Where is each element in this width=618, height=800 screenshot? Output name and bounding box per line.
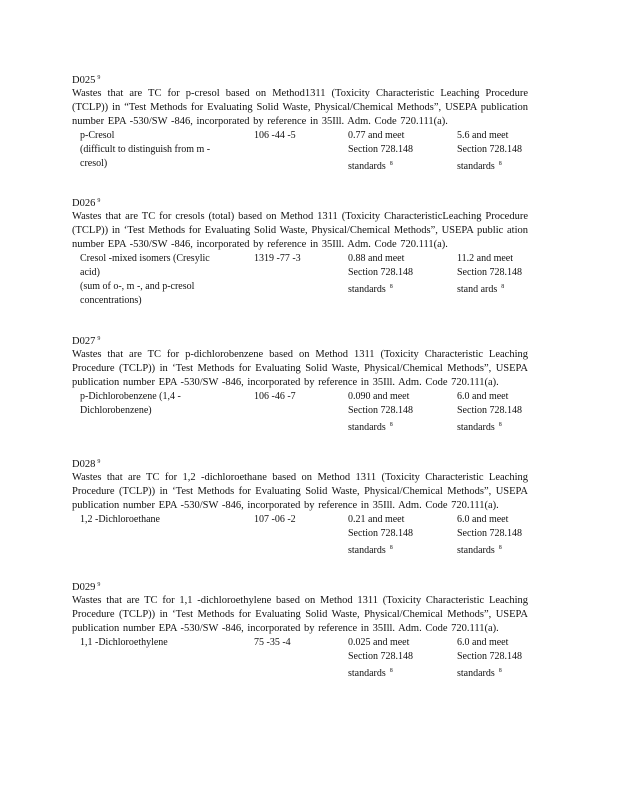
cas-number: 1319 -77 -3 xyxy=(254,253,301,264)
waste-entry-d025 xyxy=(72,72,528,171)
waste-code: D026 $^9$ xyxy=(72,198,101,209)
constituent-row xyxy=(72,129,528,171)
cas-number: 106 -44 -5 xyxy=(254,130,296,141)
waste-entry-d029 xyxy=(72,579,528,678)
constituent-name: 1,1 -Dichloroethylene xyxy=(80,637,168,648)
constituent-name: p-Cresol (difficult to distinguish from m - cresol) xyxy=(80,130,211,169)
constituent-row xyxy=(72,390,528,432)
waste-entry-d027 xyxy=(72,333,528,432)
regulatory-level: 0.77 and meet Section 728.148 standards $^8$ xyxy=(348,130,413,172)
waste-code: D028 $^9$ xyxy=(72,459,101,470)
regulatory-level: 0.090 and meet Section 728.148 standards $^8$ xyxy=(348,391,413,433)
waste-description: Wastes that are TC for p-cresol based on Method1311 (Toxicity Characteristic Leaching Procedure (TCLP)) in “Test Methods for Evaluating Solid Waste, Physical/Chemical Methods”, USEPA publication number EPA -530/SW -846, incorporated by reference in 35Ill. Adm. Code 720.111(a). xyxy=(72,88,528,127)
waste-code: D025 $^9$ xyxy=(72,75,101,86)
alternate-level: 6.0 and meet Section 728.148 standards $^8$ xyxy=(457,391,522,433)
constituent-name: 1,2 -Dichloroethane xyxy=(80,514,160,525)
waste-entry-d026 xyxy=(72,195,528,308)
constituent-row xyxy=(72,636,528,678)
alternate-level: 6.0 and meet Section 728.148 standards $^8$ xyxy=(457,637,522,679)
waste-description: Wastes that are TC for p-dichlorobenzene based on Method 1311 (Toxicity Characteristic Leaching Procedure (TCLP)) in ‘Test Methods for Evaluating Solid Waste, Physical/Chemical Methods”, USEPA publication number EPA -530/SW -846, incorporated by reference in 35Ill. Adm. Code 720.111(a). xyxy=(72,349,528,388)
regulatory-level: 0.025 and meet Section 728.148 standards $^8$ xyxy=(348,637,413,679)
waste-code: D027 $^9$ xyxy=(72,336,101,347)
alternate-level: 11.2 and meet Section 728.148 stand ards $^8$ xyxy=(457,253,522,295)
alternate-level: 6.0 and meet Section 728.148 standards $^8$ xyxy=(457,514,522,556)
waste-description: Wastes that are TC for 1,2 -dichloroethane based on Method 1311 (Toxicity Characteristic Leaching Procedure (TCLP)) in ‘Test Methods for Evaluating Solid Waste, Physical/Chemical Methods”, USEPA publication number EPA -530/SW -846, incorporated by reference in 35Ill. Adm. Code 720.111(a). xyxy=(72,472,528,511)
cas-number: 75 -35 -4 xyxy=(254,637,291,648)
waste-code: D029 $^9$ xyxy=(72,582,101,593)
regulatory-level: 0.21 and meet Section 728.148 standards $^8$ xyxy=(348,514,413,556)
constituent-row xyxy=(72,513,528,555)
constituent-row xyxy=(72,252,528,308)
cas-number: 106 -46 -7 xyxy=(254,391,296,402)
constituent-name: Cresol -mixed isomers (Cresylic acid) (sum of o-, m -, and p-cresol concentrations) xyxy=(80,253,210,306)
constituent-name: p-Dichlorobenzene (1,4 - Dichlorobenzene) xyxy=(80,391,181,416)
waste-entry-d028 xyxy=(72,456,528,555)
waste-description: Wastes that are TC for cresols (total) based on Method 1311 (Toxicity CharacteristicLeaching Procedure (TCLP)) in ‘Test Methods for Evaluating Solid Waste, Physical/Chemical Methods”, USEPA public ation number EPA -530/SW -846, incorporated by reference in 35Ill. Adm. Code 720.111(a). xyxy=(72,211,528,250)
cas-number: 107 -06 -2 xyxy=(254,514,296,525)
regulatory-level: 0.88 and meet Section 728.148 standards $^8$ xyxy=(348,253,413,295)
alternate-level: 5.6 and meet Section 728.148 standards $^8$ xyxy=(457,130,522,172)
waste-description: Wastes that are TC for 1,1 -dichloroethylene based on Method 1311 (Toxicity Characteristic Leaching Procedure (TCLP)) in ‘Test Methods for Evaluating Solid Waste, Physical/Chemical Methods”, USEPA publication number EPA -530/SW -846, incorporated by reference in 35Ill. Adm. Code 720.111(a). xyxy=(72,595,528,634)
